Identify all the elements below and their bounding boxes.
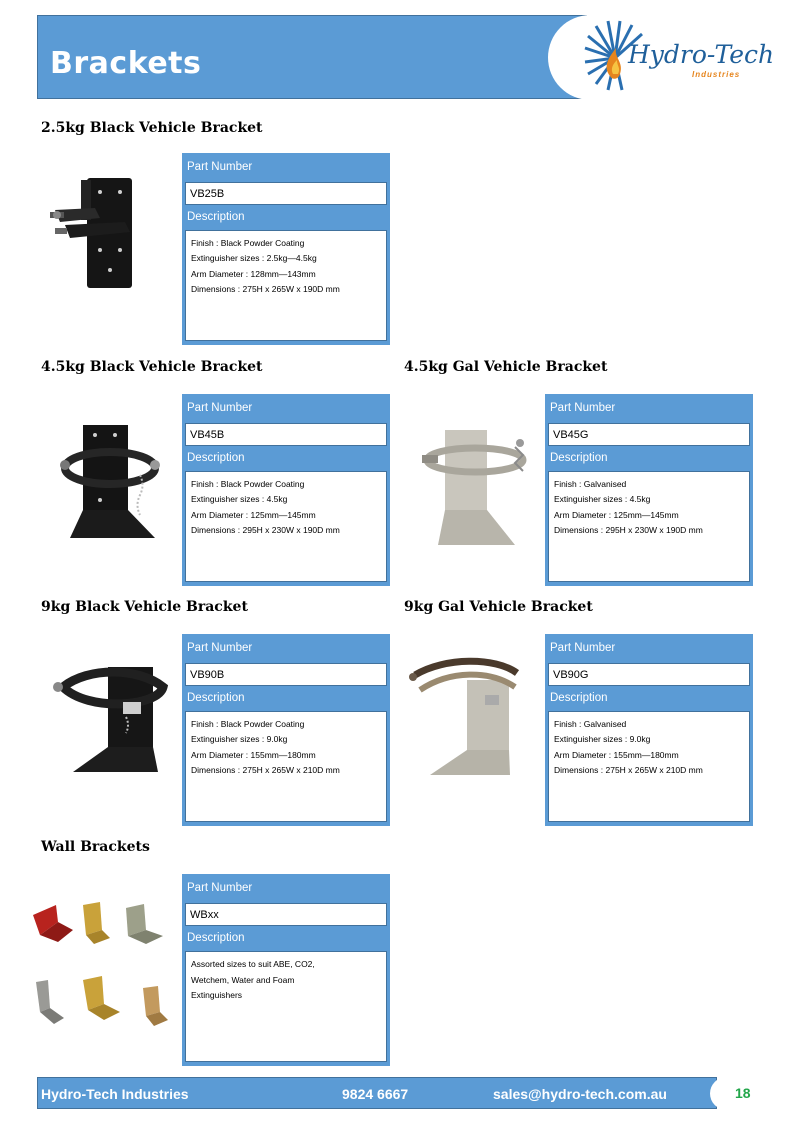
product-title: 9kg Black Vehicle Bracket [41, 599, 248, 615]
description-box [548, 711, 750, 822]
part-number-label: Part Number [187, 882, 253, 894]
description-line: Finish : Black Powder Coating [191, 719, 305, 729]
part-number-value: VB45B [185, 423, 387, 446]
part-number-label: Part Number [187, 402, 253, 414]
description-line: Finish : Galvanised [554, 479, 627, 489]
description-line: Finish : Galvanised [554, 719, 627, 729]
description-line: Arm Diameter : 125mm—145mm [554, 509, 679, 520]
company-logo [580, 18, 780, 98]
description-line: Extinguisher sizes : 4.5kg [554, 494, 651, 505]
description-line: Arm Diameter : 155mm—180mm [554, 749, 679, 760]
description-line: Dimensions : 275H x 265W x 210D mm [554, 765, 703, 776]
description-label: Description [187, 932, 245, 944]
description-label: Description [550, 452, 608, 464]
part-number-value: VB90B [185, 663, 387, 686]
description-line: Finish : Black Powder Coating [191, 479, 305, 489]
part-number-label: Part Number [187, 642, 253, 654]
description-box [185, 951, 387, 1062]
description-box [548, 471, 750, 582]
part-number-value: WBxx [185, 903, 387, 926]
product-title: 2.5kg Black Vehicle Bracket [41, 120, 263, 136]
product-card [182, 153, 390, 345]
wall-brackets-image [28, 900, 173, 1030]
description-line: Arm Diameter : 125mm—145mm [191, 509, 316, 520]
description-label: Description [187, 692, 245, 704]
part-number-value: VB45G [548, 423, 750, 446]
description-line: Extinguisher sizes : 4.5kg [191, 494, 288, 505]
product-card [545, 394, 753, 586]
description-line: Dimensions : 295H x 230W x 190D mm [191, 525, 340, 536]
description-label: Description [187, 452, 245, 464]
product-title: Wall Brackets [41, 839, 150, 855]
description-line: Dimensions : 275H x 265W x 190D mm [191, 284, 340, 295]
product-title: 9kg Gal Vehicle Bracket [404, 599, 593, 615]
logo-text: Hydro-Tech [628, 40, 775, 69]
product-title: 4.5kg Black Vehicle Bracket [41, 359, 263, 375]
red-bracket [33, 905, 73, 942]
bracket-image [55, 420, 170, 550]
description-line: Extinguisher sizes : 2.5kg—4.5kg [191, 253, 317, 264]
product-card [545, 634, 753, 826]
description-line: Extinguisher sizes : 9.0kg [554, 734, 651, 745]
description-line: Dimensions : 275H x 265W x 210D mm [191, 765, 340, 776]
bracket-image [48, 662, 170, 780]
part-number-value: VB25B [185, 182, 387, 205]
description-label: Description [550, 692, 608, 704]
product-card [182, 634, 390, 826]
page-title: Brackets [50, 46, 202, 81]
part-number-label: Part Number [550, 642, 616, 654]
part-number-label: Part Number [187, 161, 253, 173]
part-number-value: VB90G [548, 663, 750, 686]
bracket-image [45, 170, 155, 295]
header-banner [37, 15, 587, 99]
description-line: Finish : Black Powder Coating [191, 238, 305, 248]
bracket-image [405, 655, 525, 783]
description-line: Assorted sizes to suit ABE, CO2, Wetchem, Water and Foam Extinguishers [191, 959, 315, 1000]
description-box [185, 471, 387, 582]
footer-phone: 9824 6667 [342, 1086, 409, 1102]
description-line: Arm Diameter : 128mm—143mm [191, 268, 316, 279]
description-box [185, 230, 387, 341]
footer-email: sales@hydro-tech.com.au [493, 1086, 667, 1102]
bracket-image [420, 425, 540, 550]
part-number-label: Part Number [550, 402, 616, 414]
page-number: 18 [735, 1085, 751, 1101]
description-line: Dimensions : 295H x 230W x 190D mm [554, 525, 703, 536]
product-card [182, 874, 390, 1066]
product-title: 4.5kg Gal Vehicle Bracket [404, 359, 608, 375]
footer-company: Hydro-Tech Industries [41, 1086, 189, 1102]
description-line: Extinguisher sizes : 9.0kg [191, 734, 288, 745]
description-box [185, 711, 387, 822]
product-card [182, 394, 390, 586]
description-label: Description [187, 211, 245, 223]
logo-subtext: Industries [692, 70, 741, 79]
footer-bar [37, 1077, 717, 1109]
description-line: Arm Diameter : 155mm—180mm [191, 749, 316, 760]
